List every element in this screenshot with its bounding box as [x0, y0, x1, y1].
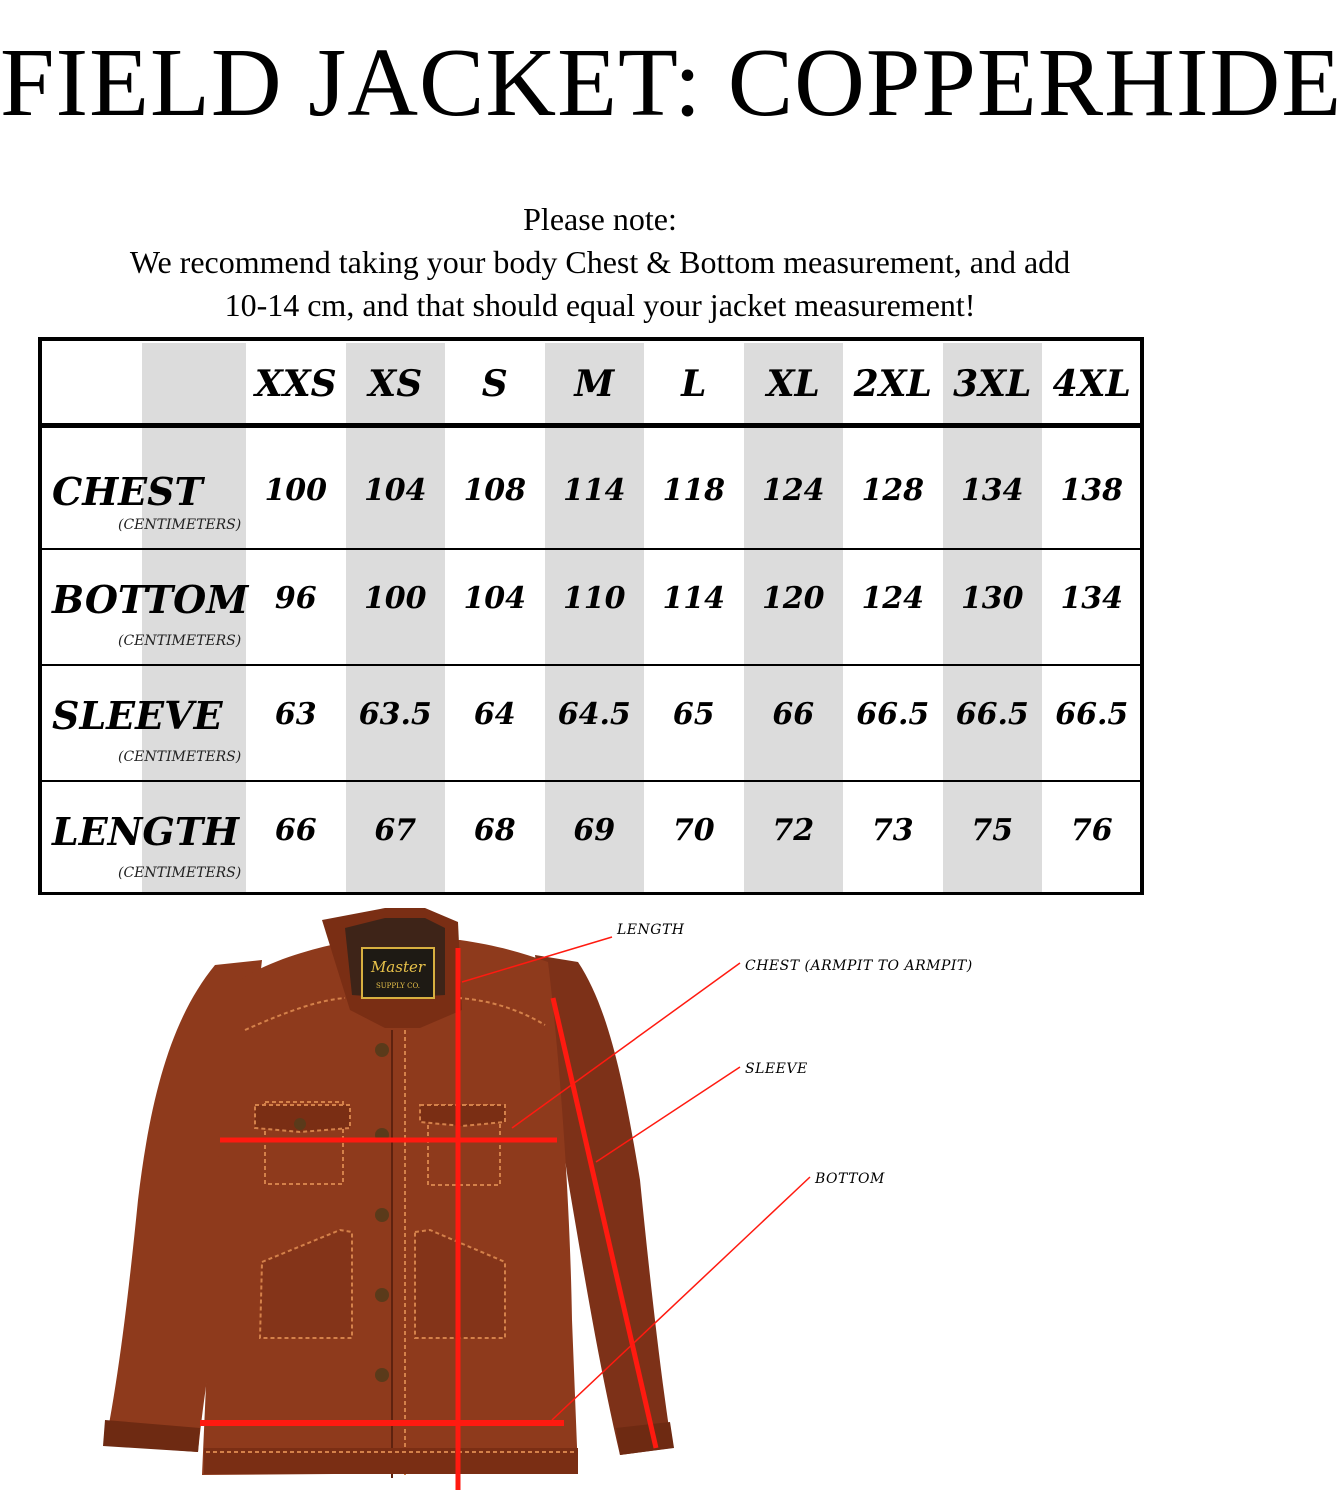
size-chart-table	[38, 337, 1144, 895]
unit-label: (CENTIMETERS)	[118, 865, 242, 881]
size-header: XS	[368, 363, 423, 405]
chest-callout: CHEST (ARMPIT TO ARMPIT)	[745, 958, 973, 974]
table-cell: 114	[662, 581, 726, 616]
size-header: M	[574, 363, 615, 405]
table-cell: 73	[871, 813, 914, 848]
size-header: 4XL	[1052, 363, 1131, 405]
brand-label-subtext: SUPPLY CO.	[375, 982, 421, 990]
table-cell: 66.5	[955, 697, 1029, 732]
button	[375, 1043, 389, 1057]
size-header: S	[481, 363, 508, 405]
size-header: L	[681, 363, 707, 405]
table-cell: 67	[374, 813, 417, 848]
length-callout: LENGTH	[617, 922, 685, 938]
sleeve-callout: SLEEVE	[745, 1061, 808, 1077]
size-header: 3XL	[953, 363, 1032, 405]
row-label: BOTTOM	[52, 577, 249, 622]
table-cell: 76	[1070, 813, 1113, 848]
row-divider	[42, 780, 1144, 782]
table-border	[38, 337, 42, 895]
jacket-measurement-diagram	[0, 900, 1200, 1500]
button	[375, 1368, 389, 1382]
table-cell: 64.5	[557, 697, 631, 732]
table-cell: 68	[473, 813, 516, 848]
table-cell: 96	[274, 581, 317, 616]
table-cell: 100	[363, 581, 427, 616]
button	[375, 1208, 389, 1222]
row-label: CHEST	[52, 469, 203, 514]
button	[375, 1288, 389, 1302]
size-header: 2XL	[853, 363, 932, 405]
table-cell: 104	[463, 581, 527, 616]
table-cell: 114	[562, 473, 626, 508]
jacket-illustration	[0, 900, 1200, 1500]
right-pocket-flap	[420, 1105, 505, 1126]
table-cell: 65	[672, 697, 715, 732]
table-cell: 69	[573, 813, 616, 848]
sizing-note	[0, 198, 1200, 327]
table-cell: 104	[363, 473, 427, 508]
row-label: SLEEVE	[52, 693, 223, 738]
table-cell: 66	[772, 697, 815, 732]
table-cell: 108	[463, 473, 527, 508]
table-cell: 124	[861, 581, 925, 616]
table-cell: 63	[274, 697, 317, 732]
table-border	[38, 337, 1144, 341]
row-divider	[42, 548, 1144, 550]
table-cell: 100	[264, 473, 328, 508]
jacket-image	[103, 908, 674, 1478]
table-cell: 134	[960, 473, 1024, 508]
table-border	[38, 892, 1144, 895]
table-cell: 120	[761, 581, 825, 616]
unit-label: (CENTIMETERS)	[118, 749, 242, 765]
bottom-callout: BOTTOM	[815, 1171, 885, 1187]
table-cell: 66.5	[856, 697, 930, 732]
note-line-1: We recommend taking your body Chest & Bottom measurement, and add	[129, 244, 1071, 280]
table-cell: 72	[772, 813, 815, 848]
table-cell: 64	[473, 697, 516, 732]
row-divider	[42, 664, 1144, 666]
size-header: XXS	[254, 363, 337, 405]
table-cell: 134	[1060, 581, 1124, 616]
size-header: XL	[766, 363, 820, 405]
table-cell: 66.5	[1055, 697, 1129, 732]
note-line-2: 10-14 cm, and that should equal your jacket measurement!	[224, 287, 976, 323]
unit-label: (CENTIMETERS)	[118, 633, 242, 649]
table-cell: 124	[761, 473, 825, 508]
table-cell: 63.5	[358, 697, 432, 732]
table-cell: 75	[971, 813, 1014, 848]
page-title: FIELD JACKET: COPPERHIDE	[0, 29, 1342, 137]
table-cell: 110	[562, 581, 626, 616]
table-cell: 118	[662, 473, 726, 508]
note-heading: Please note:	[523, 201, 677, 237]
brand-label-text: Master	[370, 958, 426, 976]
table-cell: 128	[861, 473, 925, 508]
row-label: LENGTH	[52, 809, 240, 854]
header-divider	[42, 423, 1144, 428]
left-pocket-button	[294, 1118, 306, 1130]
unit-label: (CENTIMETERS)	[118, 517, 242, 533]
table-cell: 130	[960, 581, 1024, 616]
table-cell: 138	[1060, 473, 1124, 508]
table-cell: 70	[672, 813, 715, 848]
table-cell: 66	[274, 813, 317, 848]
